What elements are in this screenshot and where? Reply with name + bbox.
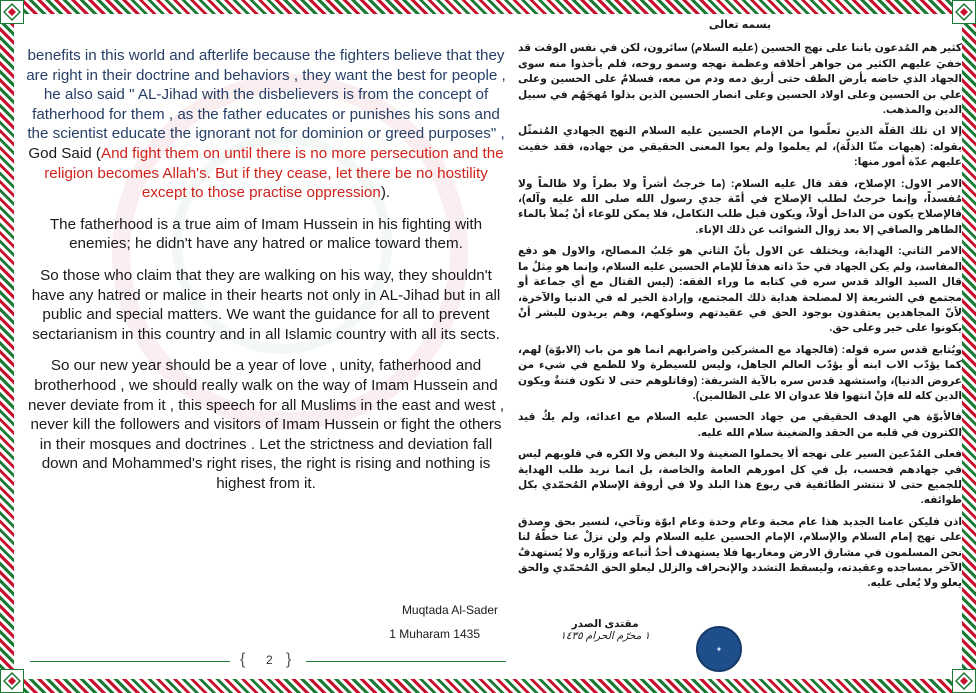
arabic-paragraph: الامر الاول: الإصلاح، فقد قال عليه السلام: (ما خرجتُ أشراً ولا بطراً ولا ظالماً ولا مُفسداً، وإنما خرجتُ لطلب الإصلاح في أمّة جدي رسول الله صلى الله عليه وآله)، فالإصلاح يكون من الداخل أولاً، ويكون قبل طلب التكامل، فلا يمكن للوعاء أنْ يُملأ بالماء الطاهر والصافي إلا بعد زوال الشوائب عن ذلك الإناء. <box>518 177 962 236</box>
english-body <box>22 14 510 493</box>
bottom-border <box>0 679 976 693</box>
arabic-paragraph: فالأبوّة هي الهدف الحقيقي من جهاد الحسين عليه السلام مع اعدائه، ولم يكُ قيد الكترون في قلبه من الحقد والضغينة سلام الله عليه. <box>518 411 962 439</box>
quote-text: benefits in this world and afterlife because the fighters believe that they are right in their doctrine and behaviors , they want the best for people , he also said " AL-Jihad with the disbelievers is from the concept of fatherhood for them , as the father educates or punishes his sons and the scientist educate the ignorant not for dominion or greed purposes" , <box>26 47 506 143</box>
top-border <box>0 0 976 14</box>
corner-ornament-icon <box>0 669 24 693</box>
english-page <box>22 14 510 654</box>
arabic-paragraph: اذن فليكن عامنا الجديد هذا عام محبة وعام وحدة وعام ابوّة وتآخي، لنسير بحق وصدق على نهج إمام السلام والإسلام، الإمام الحسين عليه السلام ولم ولن نزلْ عنا خطّهُ لنا نحن المسلمون في مشارق الارض ومغاربها فلا يستهدف أحدٌ أتباعه وزوّاره ولا يُستهدفُ الآخر بمساجده وعقيدته، وليسقط التشدد والإنحراف والزلل ليعلو الحق المُحمّدي والحق يعلو ولا يُعلى عليه. <box>518 515 962 590</box>
brace-left-icon: { <box>240 651 246 668</box>
page-number: 2 <box>266 653 273 667</box>
paragraph: So those who claim that they are walking on his way, they shouldn't have any hatred or malice in their hearts not only in AL-Jihad but in all public and special matters. We want the guidance for all to prevent sectarianism in this country and in all Islamic country with all its sects. <box>31 266 501 343</box>
body-text: God Said ( <box>28 144 101 162</box>
arabic-paragraph: ويُتابع قدس سره قوله: (فالجهاد مع المشركين واضرابهم انما هو من باب (الابوّة) لهم، كما يؤدّب الاب ابنه أو يؤدّب العالم الجاهل، وليس للسيطرة ولا للطمع في شيء من عروض الدنيا)، واستشهد قدس سره بالآية الشريفة: (وقاتلوهم حتى لا تكون فتنةٌ ويكون الدين كله لله فإنْ انتهوا فلا عدوان الا على الظالمين). <box>518 343 962 402</box>
arabic-paragraph: كثير هم المُدعون باننا على نهج الحسين (عليه السلام) سائرون، لكن في نفس الوقت قد خفيَ عليهم الكثير من جواهر أخلاقه وعظمة نهجه وسمو روحه، فلم يأخذوا منه سوى الجهاد الذي خاضه بأرض الطف حتى أريق دمه ودم من معه، فسلامٌ على الحسين وعلى علي بن الحسين وعلى اولاد الحسين وعلى انصار الحسين الذين بذلوا مُهجَهُم في سبيل الدين والمذهب. <box>518 42 962 117</box>
left-border <box>0 0 14 693</box>
arabic-title: بسمه تعالى <box>708 19 772 31</box>
quran-verse: And fight them on until there is no more persecution and the religion becomes Allah's. But if they cease, let there be no hostility except to those practise oppression <box>44 144 504 202</box>
arabic-body <box>518 18 962 592</box>
arabic-signature-date: ١ محرّم الحرام ١٤٣٥ <box>560 630 650 642</box>
corner-ornament-icon <box>0 0 24 24</box>
signature-name: Muqtada Al-Sader <box>401 603 498 617</box>
brace-right-icon: } <box>286 651 292 668</box>
arabic-signature-name: مقتدى الصدر <box>571 618 639 630</box>
arabic-paragraph: إلا ان تلك القلّة الذين تعلّموا من الإمام الحسين عليه السلام النهج الجهادي المُتمثّل بقوله: (هيهات منّا الذلّة)، لم يعلموا ولم يعوا المعنى الحقيقي من جهاده، فقد خفيت عليهم عدّة أمور منها: <box>518 125 962 169</box>
corner-ornament-icon <box>952 669 976 693</box>
arabic-paragraph: الامر الثاني: الهداية، ويختلف عن الاول بأنّ الثاني هو جَلبُ المصالح، والاول هو دفع المفاسد، ولم يكن الجهاد في حدّ ذاته هدفاً للإمام الحسين عليه السلام، وإنما هو مِثلُ ما قال السيد الوالد قدس سره في كتابه ما وراء الفقه: (ليس القتال مع أي جماعة أو مجتمع في الشريعة إلا لمصلحة هداية ذلك المجتمع، وإرادة الخير له في الدنيا والآخرة، لأنّ المجاهدين يعتقدون بوجود الحق في عقيدتهم وسلوكهم، وهم يريدون للبشر أنْ يكونوا على خير وعلى حق. <box>518 245 962 335</box>
footer-ornament <box>30 651 506 673</box>
arabic-signature <box>560 618 650 642</box>
paragraph: So our new year should be a year of love , unity, fatherhood and brotherhood , we should really walk on the way of Imam Hussein and never deviate from it , this speech for all Muslims in the east and west , never kill the followers and visitors of Imam Hussein or fight the others in their mosques and doctrines . Let the strictness and deviation fall down and Mohammed's right rises, the right is rising and nothing is highest from it. <box>27 357 505 492</box>
body-text: ). <box>380 184 391 202</box>
right-border <box>962 0 976 693</box>
official-stamp-icon: ✦ <box>696 626 742 672</box>
arabic-page <box>518 14 962 654</box>
signature-date: 1 Muharam 1435 <box>389 627 480 641</box>
paragraph: The fatherhood is a true aim of Imam Hussein in his fighting with enemies; he didn't have any hatred or malice toward them. <box>49 215 483 253</box>
paragraph <box>26 46 506 203</box>
arabic-paragraph: فعلى المُدّعين السير على نهجه ألا يحملوا الضغينة ولا البغض ولا الكره في قلوبهم ليس في جهادهم فحسب، بل في كل امورهم العامة والخاصة، بل انما نريد طلب الهداية للجميع حتى لا تنتشر الطائفية في ربوع هذا البلد ولا في أروقة الإسلام المُحمّدي بكل طوائفه. <box>518 448 962 507</box>
